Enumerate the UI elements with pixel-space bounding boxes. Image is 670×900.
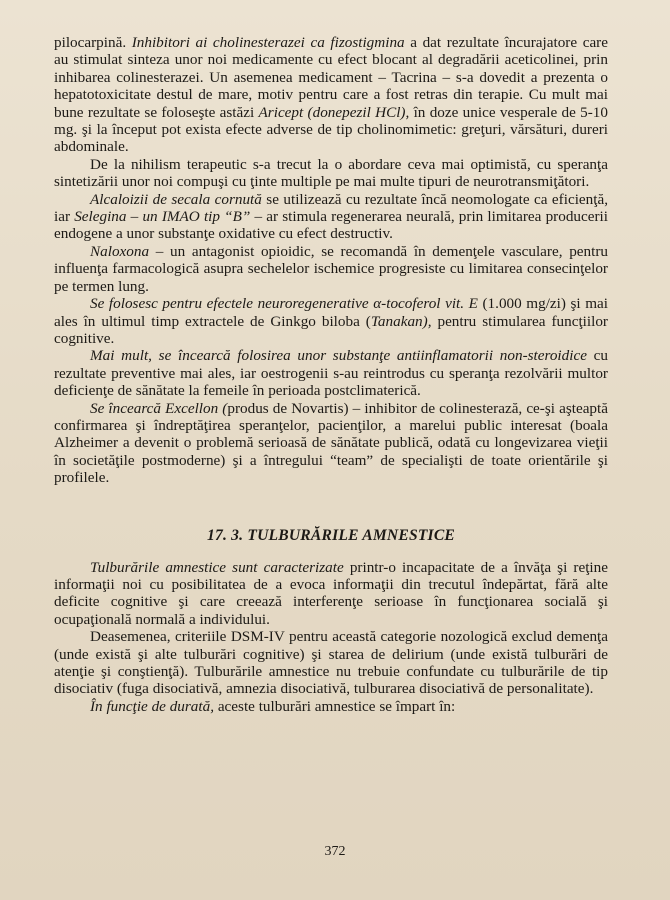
paragraph	[54, 559, 608, 629]
paragraph	[54, 628, 608, 698]
text-run: se utilizează cu rezultate încă neomologate ca eficienţă, iar	[54, 190, 609, 226]
text-run: – ar stimula regenerarea neurală, prin limitarea producerii endogene a unor substanţe oxidative cu efect destructiv.	[54, 208, 608, 243]
paragraph	[54, 698, 608, 715]
text-run: De la nihilism terapeutic s-a trecut la o abordare ceva mai optimistă, cu speranţa sintetizării unor noi compuşi cu ţinte multiple pe mai multe tipuri de neurotransmiţători.	[54, 155, 608, 191]
text-run: printr-o incapacitate de a învăţa şi reţine informaţii noi cu posibilitatea de a evoca informaţii din trecutul îndepărtat, fără alte deficite cognitive şi care creează interferenţe serioase în funcţionarea socială şi ocupaţională normală a individului.	[54, 558, 608, 628]
text-run: pentru stimularea funcţiilor cognitive.	[54, 312, 608, 347]
text-run: Deasemenea, criteriile DSM-IV pentru această categorie nozologică exclud demenţa (unde există şi alte tulburări cognitive) şi starea de delirium (unde există tulburări de atenţie şi conştienţă). Tulburările amnestice nu trebuie confundate cu tulburările de tip disociativ (fuga disociativă, amnezia disociativă, tulburarea disociativă de personalitate).	[54, 628, 608, 698]
text-run: în doze unice vesperale de 5-10 mg. şi la început pot exista efecte adverse de tip cholinomimetic: greţuri, vărsături, dureri abdominale.	[54, 103, 608, 156]
paragraph	[54, 191, 608, 243]
italic-text: Inhibitori ai cholinesterazei ca fizostigmina	[131, 34, 405, 51]
text-run: a dat rezultate încurajatore care au stimulat sinteza unor noi medicamente cu efect blocant al degradării aceticolinei, prin inhibarea colinesterazei. Un asemenea medicament – Tacrina – s-a dovedit a prezenta o hepatotoxicitate destul de mare, motiv pentru care a fost retras din terapie. Cu mult mai bune rezultate se foloseşte astăzi	[54, 34, 608, 121]
italic-text: Naloxona	[90, 242, 150, 260]
paragraph	[54, 156, 608, 191]
italic-text: Se încearcă Excellon (	[90, 399, 228, 417]
section-heading: 17. 3. TULBURĂRILE AMNESTICE	[206, 526, 456, 544]
paragraph	[54, 347, 608, 399]
paragraph	[54, 295, 608, 347]
body-text-upper	[54, 34, 608, 487]
paragraph	[54, 400, 608, 487]
italic-text: Tulburările amnestice sunt caracterizate	[90, 558, 344, 576]
italic-text: Tanakan),	[370, 312, 432, 330]
italic-text: Alcaloizii de secala cornută	[90, 190, 262, 208]
paragraph	[54, 34, 608, 156]
page-number: 372	[324, 844, 346, 859]
text-run: pilocarpină.	[54, 34, 132, 51]
italic-text: În funcţie de durată,	[90, 697, 215, 715]
text-run: (1.000 mg/zi) şi mai ales în ultimul timp extractele de Ginkgo biloba (	[54, 295, 609, 330]
italic-text: Mai mult, se încearcă folosirea unor substanţe antiinflamatorii non-steroidice	[90, 347, 587, 365]
paragraph	[54, 243, 608, 295]
italic-text: Selegina – un IMAO tip “B”	[74, 208, 251, 226]
italic-text: Aricept (donepezil HCl),	[258, 103, 410, 121]
body-text-lower	[54, 559, 608, 716]
italic-text: Se folosesc pentru efectele neuroregenerative α-tocoferol vit. E	[90, 295, 478, 313]
text-run: aceste tulburări amnestice se împart în:	[214, 697, 456, 715]
text-run: cu rezultate preventive mai ales, iar oestrogenii s-au reintrodus cu speranţa rezolvării multor deficienţe de sănătate la femeile în perioada postclimaterică.	[54, 347, 608, 400]
text-run: – un antagonist opioidic, se recomandă în demenţele vasculare, pentru influenţa farmacologică asupra sechelelor ischemice progresiste cu limitarea consecinţelor pe termen lung.	[54, 242, 608, 295]
text-run: produs de Novartis) – inhibitor de colinesterază, ce-şi aşteaptă confirmarea şi îndreptăţirea speranţelor, pacienţilor, a marelui public interesat (boala Alzheimer a devenit o problemă serioasă de sănătate publică, odată cu longevizarea vieţii în societăţile postmoderne) şi a întregului “team” de specialişti de toate orientările şi profilele.	[54, 399, 608, 487]
